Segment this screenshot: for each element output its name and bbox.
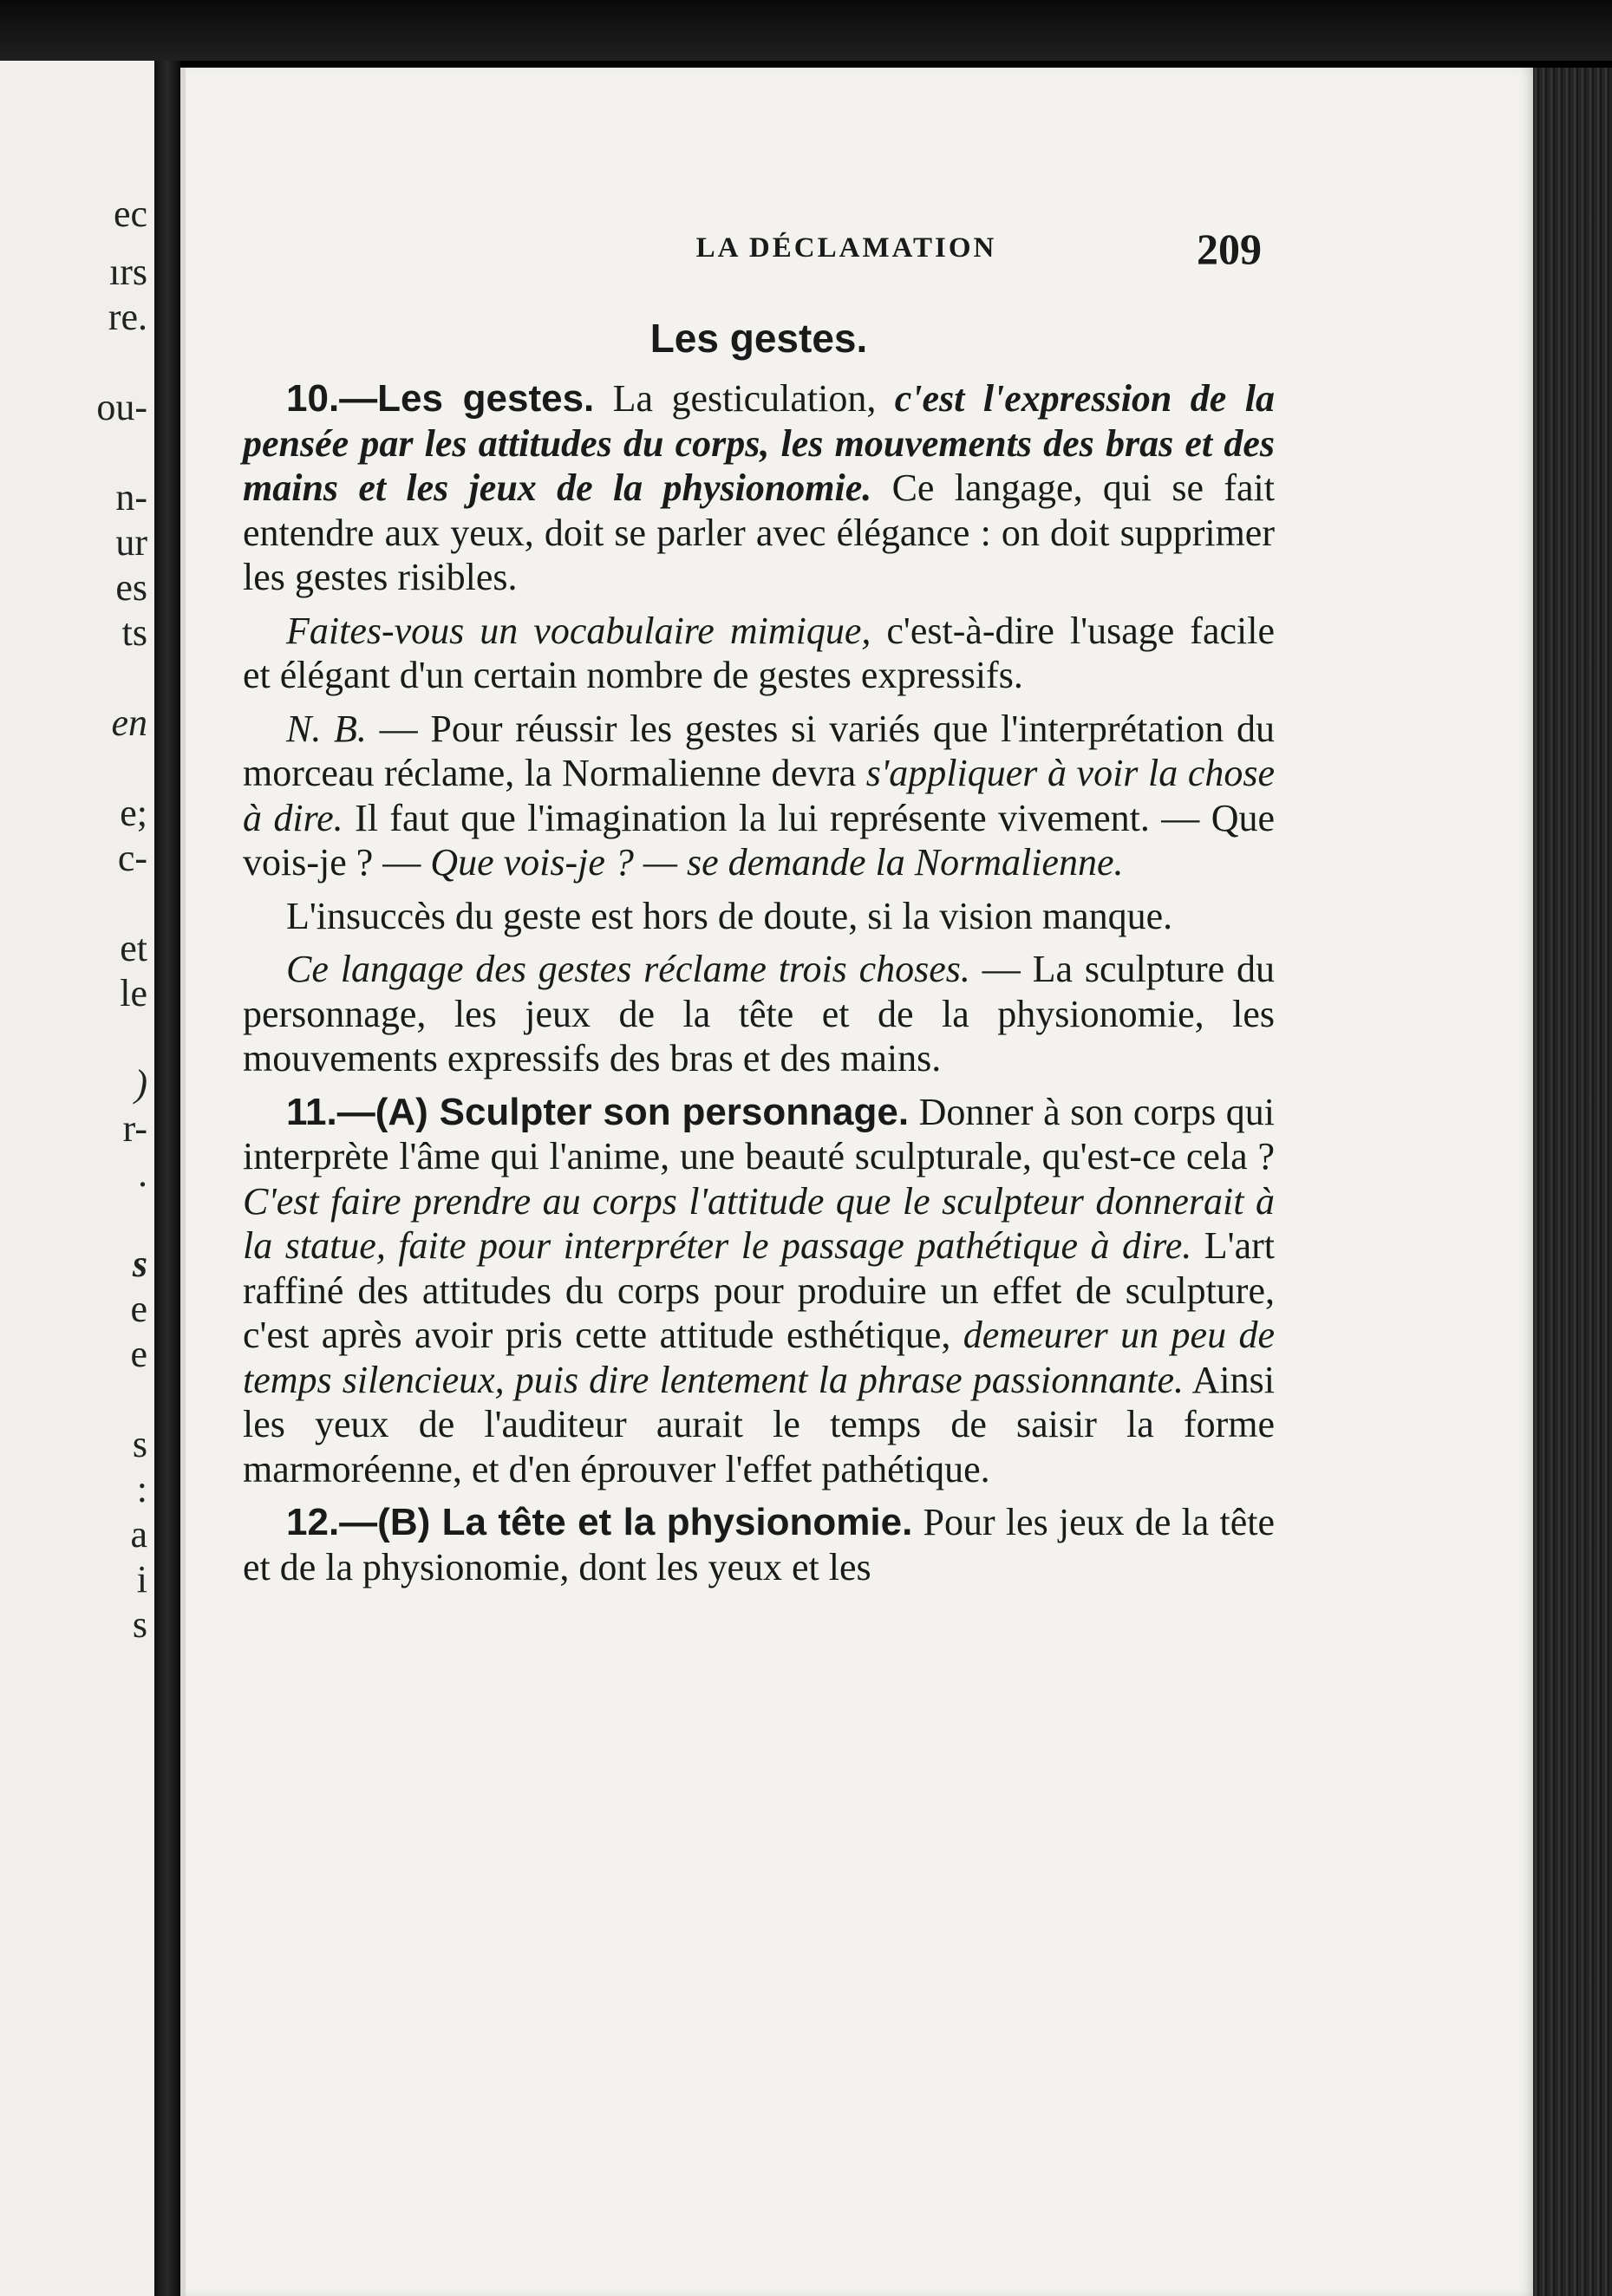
margin-fragment: re. bbox=[108, 296, 147, 338]
margin-fragment: es bbox=[115, 566, 147, 609]
paragraph-text: — Pour réussir les gestes si variés que l'interprétation du morceau réclame, la Normalienne devra bbox=[243, 707, 1275, 794]
margin-fragment: s bbox=[132, 1243, 147, 1285]
italic-text: C'est faire prendre au corps l'attitude que le sculpteur donnerait à la statue, faite pour interpréter le passage pathétique à dire. bbox=[243, 1179, 1275, 1267]
paragraph-11 bbox=[243, 1090, 1275, 1492]
margin-fragment: e; bbox=[120, 792, 147, 834]
paragraph-langage bbox=[243, 947, 1275, 1081]
margin-fragment: i bbox=[136, 1558, 147, 1601]
paragraph-faites bbox=[243, 609, 1275, 698]
margin-fragment: s bbox=[132, 1423, 147, 1465]
paragraph-lead: 11.—(A) Sculpter son personnage. bbox=[286, 1090, 910, 1133]
margin-fragment: ) bbox=[134, 1062, 147, 1105]
italic-text: Que vois-je ? — se demande la Normalienne. bbox=[430, 841, 1124, 884]
paragraph-text: — La sculpture du personnage, les jeux de la tête et de la physionomie, les mouvements expressifs des bras et des mains. bbox=[243, 948, 1275, 1080]
paragraph-10 bbox=[243, 376, 1275, 600]
page-number: 209 bbox=[1197, 225, 1262, 273]
page-edge bbox=[1533, 68, 1612, 2296]
section-title: Les gestes. bbox=[649, 316, 868, 361]
paragraph-insucces bbox=[243, 894, 1275, 939]
margin-fragment: s bbox=[132, 1603, 147, 1646]
margin-fragment: ırs bbox=[109, 251, 147, 293]
margin-fragment: . bbox=[138, 1152, 147, 1195]
paragraph-text: L'art raffiné des attitudes du corps pour produire un effet de sculpture, c'est après avoir pris cette attitude esthétique, bbox=[243, 1224, 1275, 1356]
margin-fragment: : bbox=[136, 1468, 147, 1510]
margin-fragment: et bbox=[120, 927, 147, 969]
paragraph-text: c'est-à-dire l'usage facile et élégant d'un certain nombre de gestes expressifs. bbox=[243, 609, 1275, 696]
italic-text: demeurer un peu de temps silencieux, puis dire lentement la phrase passionnante. bbox=[243, 1314, 1276, 1401]
italic-text: s'appliquer à voir la chose à dire. bbox=[243, 752, 1275, 839]
scan-background-top bbox=[0, 0, 1612, 61]
margin-fragment: ou- bbox=[96, 386, 147, 428]
running-head: LA DÉCLAMATION bbox=[695, 232, 997, 264]
paragraph-lead: 10.—Les gestes. bbox=[286, 377, 595, 420]
margin-fragment: en bbox=[111, 701, 147, 744]
italic-text: N. B. bbox=[286, 707, 367, 750]
book-gutter bbox=[154, 61, 180, 2296]
paragraph-lead: 12.—(B) La tête et la physionomie. bbox=[286, 1501, 913, 1543]
italic-text: Ce langage des gestes réclame trois choses. bbox=[286, 948, 970, 990]
page-body bbox=[243, 312, 1275, 1589]
paragraph-text: La gesticulation, bbox=[594, 377, 895, 420]
paragraph-12 bbox=[243, 1500, 1275, 1589]
margin-fragment: ec bbox=[113, 192, 147, 235]
paragraph-text: Donner à son corps qui interprète l'âme qui l'anime, une beauté sculpturale, qu'est-ce cela ? bbox=[243, 1090, 1276, 1177]
margin-fragment: a bbox=[130, 1513, 147, 1556]
paragraph-text: Ainsi les yeux de l'auditeur aurait le temps de saisir la forme marmoréenne, et d'en éprouver l'effet pathétique. bbox=[243, 1358, 1276, 1490]
paragraph-text: L'insuccès du geste est hors de doute, si la vision manque. bbox=[286, 894, 1173, 937]
margin-fragment: ur bbox=[115, 521, 147, 564]
paragraph-text: Ce langage, qui se fait entendre aux yeux, doit se parler avec élégance : on doit supprimer les gestes risibles. bbox=[243, 466, 1275, 598]
margin-fragment: r- bbox=[122, 1107, 147, 1150]
margin-fragment: e bbox=[130, 1288, 147, 1330]
paragraph-text: Pour les jeux de la tête et de la physionomie, dont les yeux et les bbox=[243, 1501, 1276, 1588]
paragraph-text: Il faut que l'imagination la lui représente vivement. — Que vois-je ? — bbox=[243, 796, 1276, 884]
margin-fragment: ts bbox=[121, 611, 147, 654]
margin-fragment: n- bbox=[115, 476, 147, 519]
definition-text: c'est l'expression de la pensée par les attitudes du corps, les mouvements des bras et des mains et les jeux de la physionomie. bbox=[243, 377, 1275, 509]
margin-fragment: le bbox=[120, 972, 147, 1014]
margin-fragment: e bbox=[130, 1333, 147, 1375]
facing-page-fragment bbox=[0, 61, 154, 2296]
italic-text: Faites-vous un vocabulaire mimique, bbox=[286, 609, 871, 652]
margin-fragment: c- bbox=[117, 837, 147, 879]
paragraph-nb bbox=[243, 707, 1275, 885]
